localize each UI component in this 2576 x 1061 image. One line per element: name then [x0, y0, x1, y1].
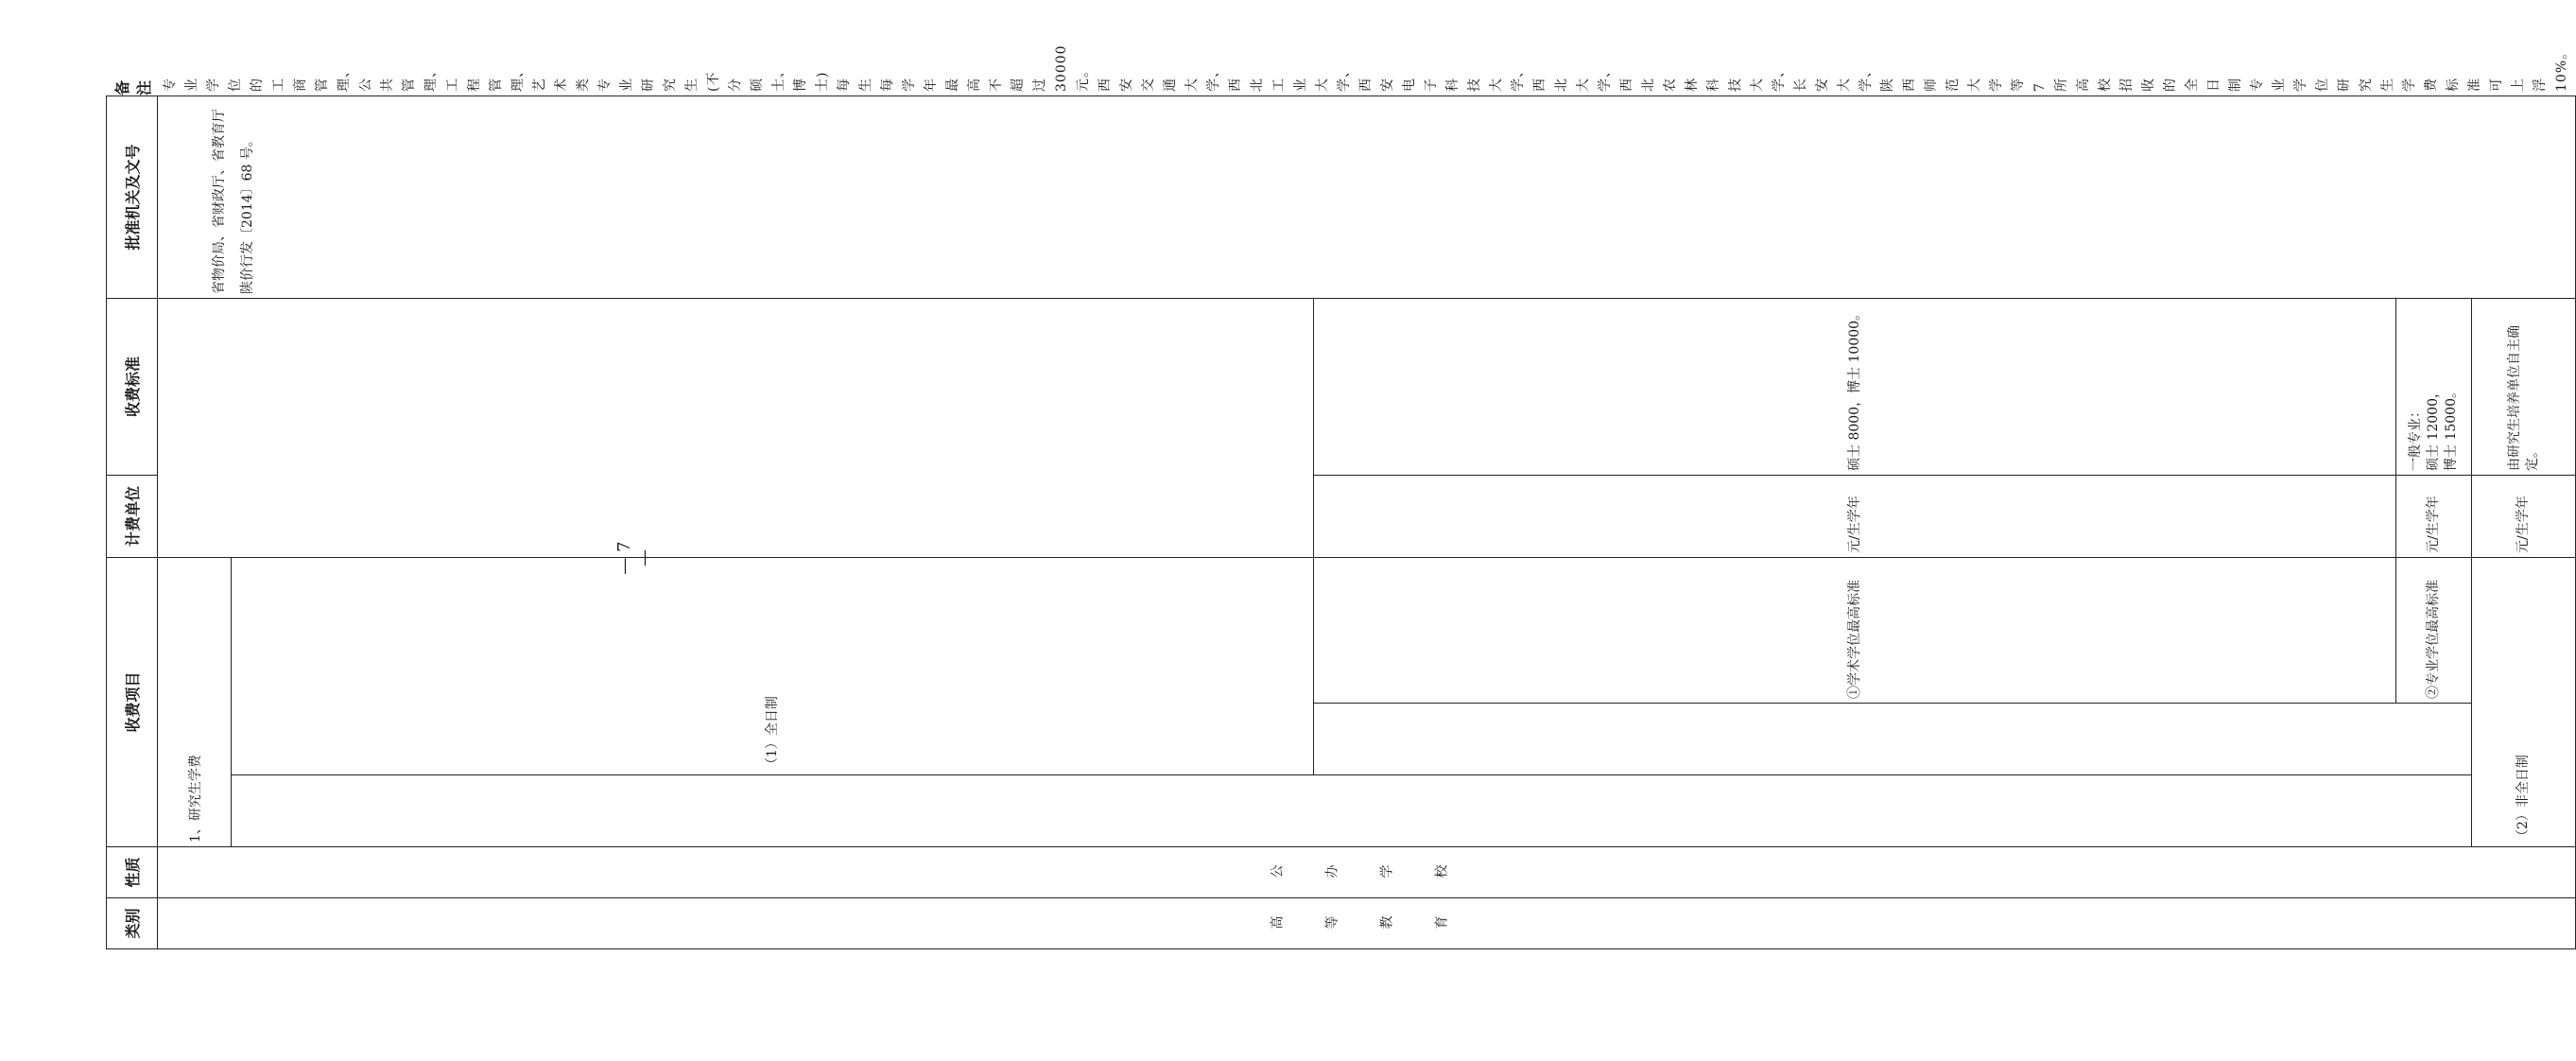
part-time-item-label: （2）非全日制 [2515, 755, 2531, 843]
part-time-unit-cell [2472, 476, 2576, 558]
nature-value: 公 办 学 校 [1269, 864, 1461, 880]
academic-unit-cell [1314, 476, 2396, 558]
professional-standard-cell [2396, 299, 2472, 476]
full-time-cell [232, 558, 1314, 775]
professional-standard-line-3: 博士 15000。 [2444, 385, 2459, 471]
professional-unit-cell [2396, 476, 2472, 558]
page-number: — 7 — [614, 541, 654, 575]
professional-item-cell [2396, 558, 2472, 704]
sub-indent-spacer-cell [1314, 704, 2472, 775]
approval-cell [158, 96, 2576, 299]
header-standard: 收费标准 [107, 299, 158, 476]
part-time-standard: 由研究生培养单位自主确定。 [2506, 325, 2540, 471]
professional-unit: 元/生学年 [2426, 496, 2441, 553]
header-nature: 性质 [107, 847, 158, 898]
approval-line-1: 省物价局、省财政厅、省教育厅 [212, 109, 227, 294]
main-item-label: 1、研究生学费 [187, 755, 203, 843]
header-approval: 批准机关及文号 [107, 96, 158, 299]
academic-standard-cell [1314, 299, 2396, 476]
academic-standard: 硕士 8000，博士 10000。 [1846, 306, 1862, 471]
standard-empty-cell [158, 299, 232, 476]
approval-line-2: 陕价行发〔2014〕68 号。 [240, 133, 255, 294]
academic-item-cell [1314, 558, 2396, 704]
professional-standard-line-1: 一般专业： [2408, 405, 2423, 471]
notes-text: 专业学位的工商管理、公共管理、工程管理、艺术类专业研究生(不分硕士、博士)每生每学年最高不超过 30000 元。西安交通大学、西北工业大学、西安电子科技大学、西北大学、西北农林科技大学、长安大学、陕西师范大学等 7 所高校招收的全日制专业学位研究生学费标准可上浮 10%。 [163, 44, 2569, 92]
part-time-standard-cell [2472, 299, 2576, 476]
fee-table [106, 44, 2576, 949]
full-time-empty-cell [232, 299, 1314, 558]
header-row: 类别 性质 收费项目 计费单位 收费标准 批准机关及文号 备 注 [107, 96, 158, 949]
part-time-item-cell [2472, 558, 2576, 847]
professional-standard-line-2: 硕士 12000， [2426, 385, 2441, 471]
indent-spacer-cell [232, 775, 2472, 847]
main-item-cell [158, 558, 232, 847]
nature-cell [158, 847, 2576, 898]
rotated-table-wrapper [106, 44, 2569, 949]
academic-unit: 元/生学年 [1846, 496, 1862, 553]
header-item: 收费项目 [107, 558, 158, 847]
academic-item-label: ①学术学位最高标准 [1846, 580, 1862, 699]
part-time-unit: 元/生学年 [2515, 496, 2531, 553]
header-category: 类别 [107, 898, 158, 949]
full-time-label: （1）全日制 [764, 696, 780, 771]
category-value: 高 等 教 育 [1269, 915, 1461, 931]
professional-item-label: ②专业学位最高标准 [2426, 580, 2441, 699]
category-cell [158, 898, 2576, 949]
unit-empty-cell [158, 476, 232, 558]
table-row [158, 96, 232, 949]
header-unit: 计费单位 [107, 476, 158, 558]
